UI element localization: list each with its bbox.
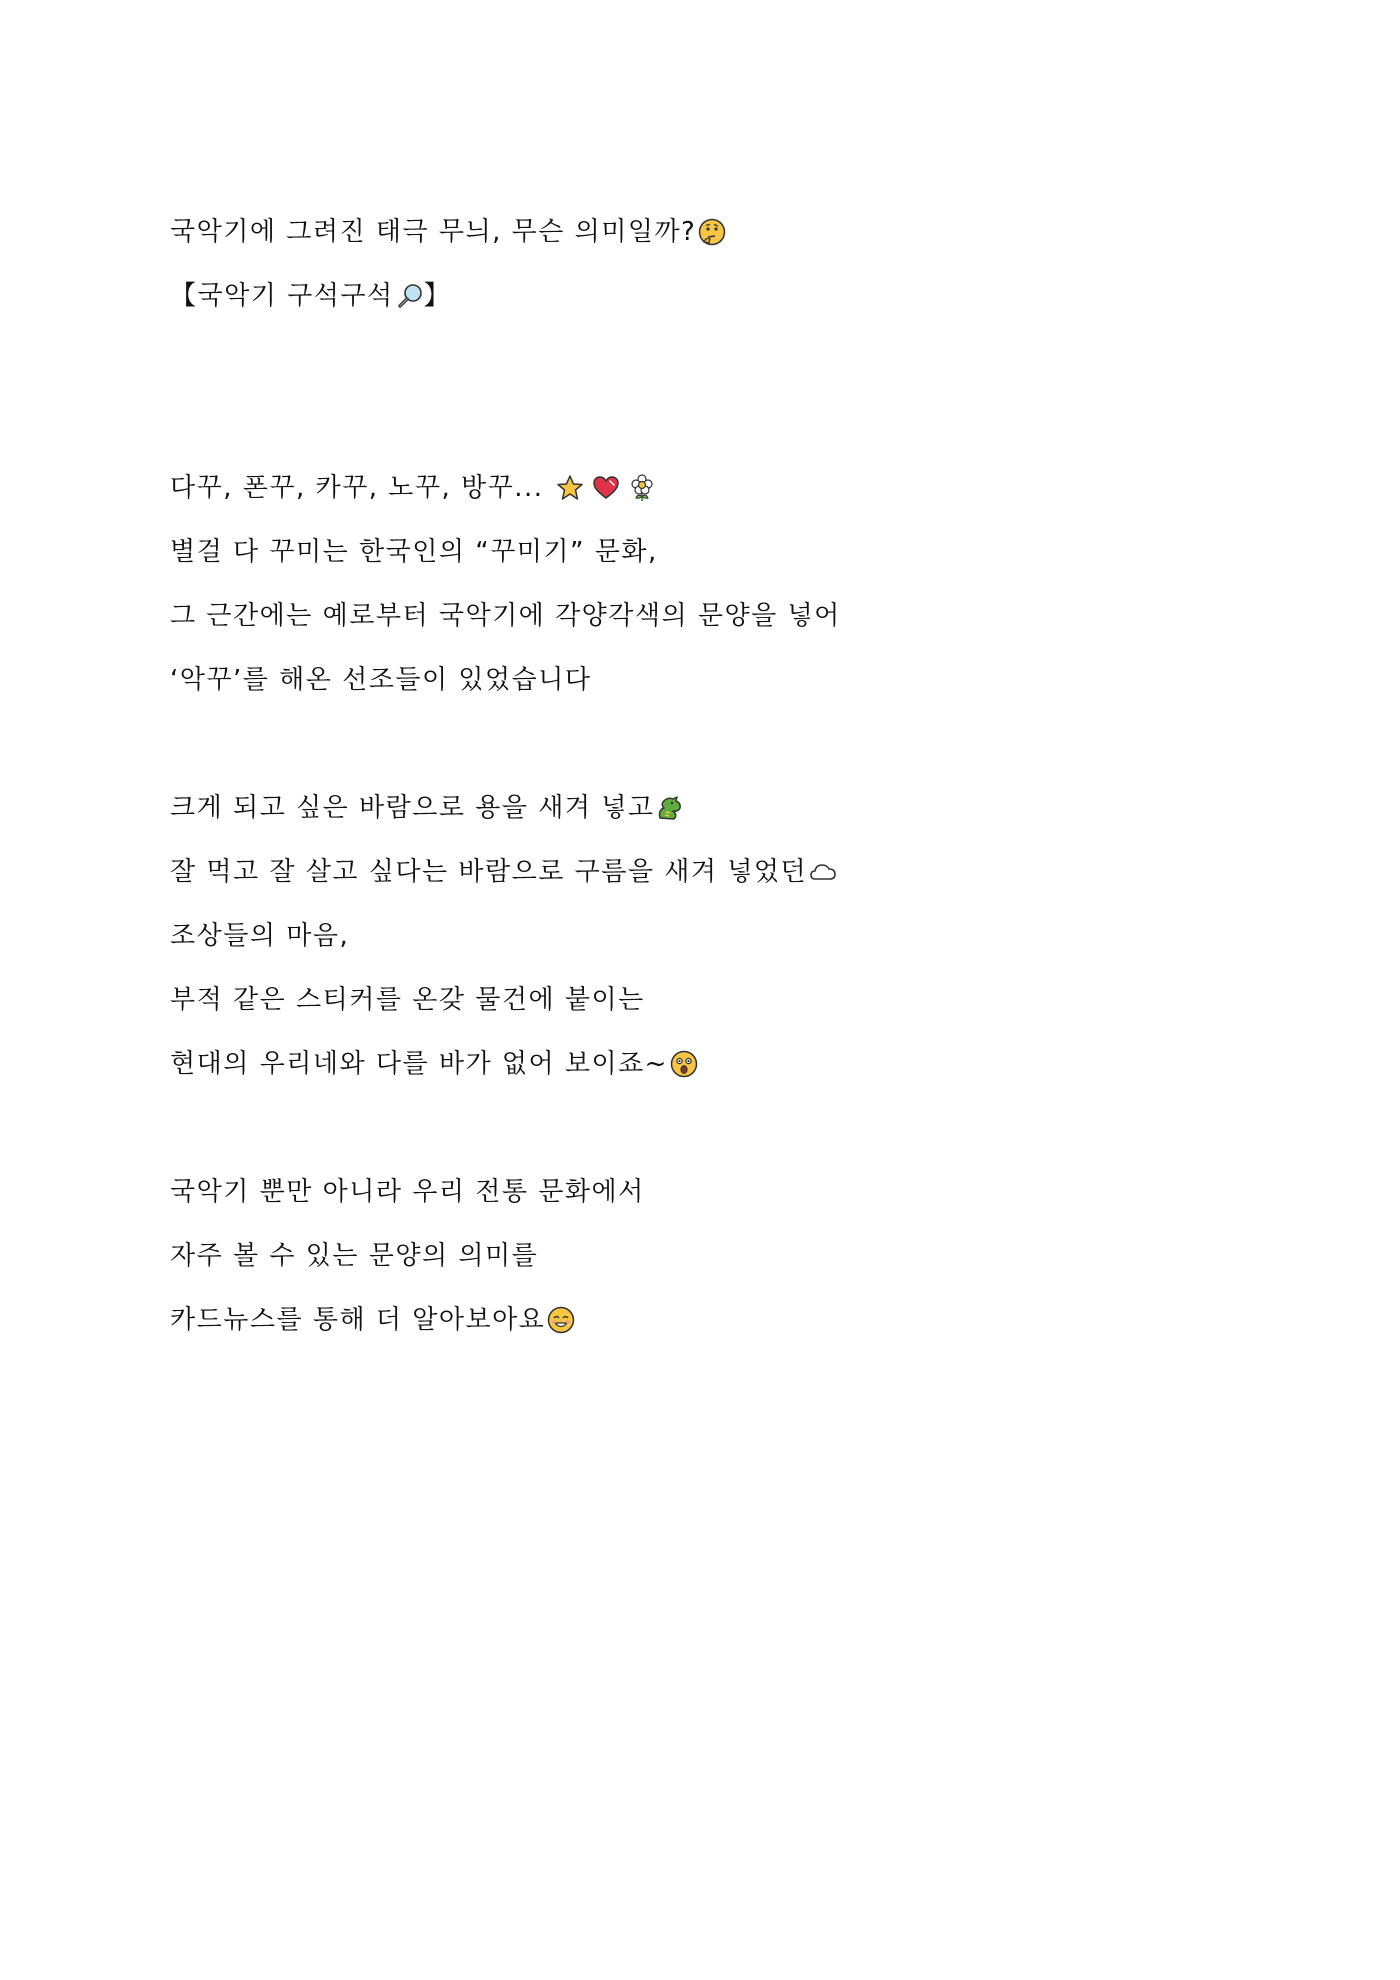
text-line [170, 1160, 1230, 1224]
astonished-face-icon [670, 1050, 698, 1078]
line-text: 별걸 다 꾸미는 한국인의 “꾸미기” 문화, [170, 537, 658, 567]
text-line [170, 1224, 1230, 1288]
text-line [170, 520, 1230, 584]
emoji-group [554, 474, 656, 502]
dragon-icon [656, 794, 684, 822]
blank-line [170, 712, 1230, 776]
line-text: 국악기 뿐만 아니라 우리 전통 문화에서 [170, 1177, 645, 1207]
document-body [170, 200, 1230, 1352]
flower-icon [628, 474, 656, 502]
line-text: 그 근간에는 예로부터 국악기에 각양각색의 문양을 넣어 [170, 601, 841, 631]
line-text: 잘 먹고 잘 살고 싶다는 바람으로 구름을 새겨 넣었던 [170, 857, 808, 887]
line-text: 크게 되고 싶은 바람으로 용을 새겨 넣고 [170, 793, 655, 823]
cloud-icon [809, 858, 837, 886]
text-line [170, 968, 1230, 1032]
line-text: 부적 같은 스티커를 온갖 물건에 붙이는 [170, 985, 645, 1015]
line-text: ‘악꾸’를 해온 선조들이 있었습니다 [170, 665, 592, 695]
blank-line [170, 1096, 1230, 1160]
thinking-face-icon [698, 218, 726, 246]
text-line [170, 456, 1230, 520]
line-text: 【국악기 구석구석 [170, 281, 394, 311]
magnifying-glass-icon [396, 282, 424, 310]
line-text: 현대의 우리네와 다를 바가 없어 보이죠~ [170, 1049, 668, 1079]
line-text: 국악기에 그려진 태극 무늬, 무슨 의미일까? [170, 217, 697, 247]
text-line [170, 776, 1230, 840]
text-line [170, 584, 1230, 648]
text-line [170, 648, 1230, 712]
blank-line [170, 328, 1230, 392]
line-text: 다꾸, 폰꾸, 카꾸, 노꾸, 방꾸... [170, 473, 544, 503]
line-text: 조상들의 마음, [170, 921, 350, 951]
star-icon [556, 474, 584, 502]
text-line [170, 200, 1230, 264]
text-line [170, 840, 1230, 904]
line-text: 카드뉴스를 통해 더 알아보아요 [170, 1305, 546, 1335]
heart-icon [592, 474, 620, 502]
text-line [170, 904, 1230, 968]
text-line [170, 264, 1230, 328]
line-suffix: 】 [423, 281, 452, 311]
line-text: 자주 볼 수 있는 문양의 의미를 [170, 1241, 539, 1271]
blank-line [170, 392, 1230, 456]
text-line [170, 1032, 1230, 1096]
text-line [170, 1288, 1230, 1352]
smiling-face-icon [547, 1306, 575, 1334]
